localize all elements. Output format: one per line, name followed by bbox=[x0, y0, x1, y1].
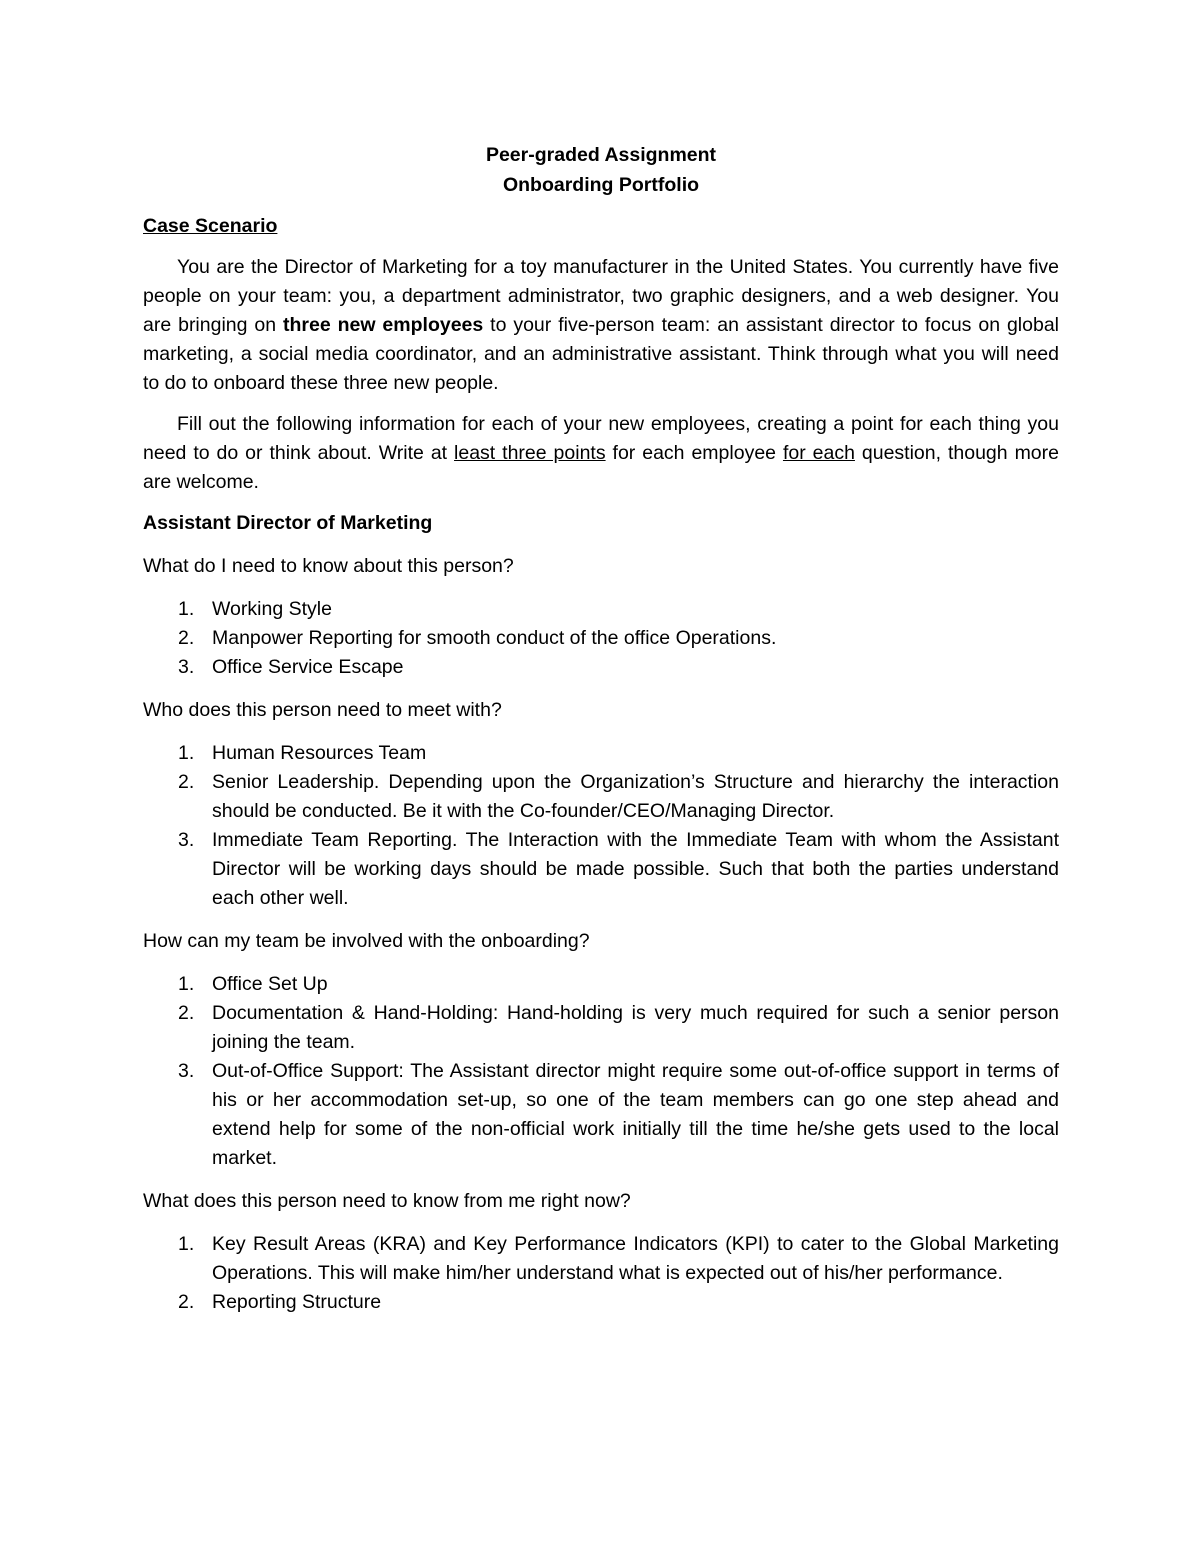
list-item: 1. Office Set Up bbox=[178, 973, 328, 995]
instruction-underline-1: least three points bbox=[454, 442, 606, 464]
section-title: Assistant Director of Marketing bbox=[143, 512, 433, 534]
document-body bbox=[143, 140, 1059, 1331]
document-title-line1: Peer-graded Assignment bbox=[485, 144, 717, 166]
case-text-bold: three new employees bbox=[283, 314, 484, 336]
list-item: 2. Reporting Structure bbox=[178, 1291, 382, 1313]
list-item: 3. Out-of-Office Support: The Assistant director might require some out-of-office support in terms of his or her accommodation set-up, so one of the team members can go one step ahead and extend help for some of the non-official work initially till the time he/she gets used to the local market. bbox=[178, 1060, 1059, 1169]
list-item: 2. Manpower Reporting for smooth conduct of the office Operations. bbox=[178, 627, 777, 649]
case-text-part1: You are the Director of Marketing for a toy manufacturer in the United States. You currently have five people on your team: you, a department administrator, two graphic designers, and a web designer. You are bringing on bbox=[143, 256, 1059, 336]
instruction-text-part3: question, though more are welcome. bbox=[143, 442, 1059, 493]
question-1: What do I need to know about this person? bbox=[143, 555, 514, 577]
question-4: What does this person need to know from me right now? bbox=[143, 1190, 631, 1212]
list-item: 1. Key Result Areas (KRA) and Key Performance Indicators (KPI) to cater to the Global Marketing Operations. This will make him/her understand what is expected out of his/her performance. bbox=[178, 1233, 1059, 1284]
list-item: 3. Office Service Escape bbox=[178, 656, 404, 678]
list-item: 3. Immediate Team Reporting. The Interaction with the Immediate Team with whom the Assistant Director will be working days should be made possible. Such that both the parties understand each other well. bbox=[178, 829, 1059, 909]
list-item: 2. Senior Leadership. Depending upon the Organization’s Structure and hierarchy the interaction should be conducted. Be it with the Co-founder/CEO/Managing Director. bbox=[178, 771, 1059, 822]
instruction-text-part1: Fill out the following information for each of your new employees, creating a point for each thing you need to do or think about. Write at bbox=[143, 413, 1059, 464]
answer-list-4 bbox=[143, 1230, 1059, 1317]
answer-list-3 bbox=[143, 970, 1059, 1173]
list-item: 2. Documentation & Hand-Holding: Hand-holding is very much required for such a senior person joining the team. bbox=[178, 1002, 1059, 1053]
instruction-paragraph bbox=[143, 410, 1059, 497]
list-item: 1. Human Resources Team bbox=[178, 742, 427, 764]
answer-list-1 bbox=[143, 595, 1059, 682]
answer-list-2 bbox=[143, 739, 1059, 913]
instruction-text-part2: for each employee bbox=[605, 442, 783, 464]
question-3: How can my team be involved with the onboarding? bbox=[143, 930, 590, 952]
question-2: Who does this person need to meet with? bbox=[143, 699, 502, 721]
document-title-line2: Onboarding Portfolio bbox=[502, 174, 700, 196]
case-text-part2: to your five-person team: an assistant director to focus on global marketing, a social media coordinator, and an administrative assistant. Think through what you will need to do to onboard these three new people. bbox=[143, 314, 1059, 394]
instruction-underline-2: for each bbox=[782, 442, 855, 464]
list-item: 1. Working Style bbox=[178, 598, 332, 620]
case-scenario-paragraph bbox=[143, 253, 1059, 398]
case-scenario-heading: Case Scenario bbox=[143, 215, 278, 237]
